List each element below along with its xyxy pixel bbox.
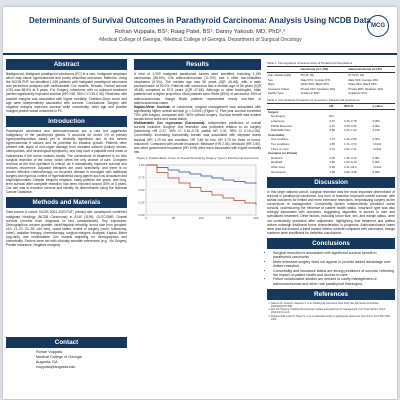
table-cell: Comorbidity — [268, 132, 285, 137]
table-cell: 1.75 — [329, 137, 335, 142]
table-row — [267, 146, 395, 151]
y-tick-label: 0.75 — [138, 175, 145, 180]
table-2-header: p-value — [372, 103, 395, 109]
km-body: In carcinoma, surgical management was associated with significantly higher overall survival (p < 0.0001) (Figure 1). Five-year survival exceeded 70% with surgery, compared with ~60% without surgery. Survival benefit was evident across tumor sizes and nodal status. — [134, 104, 262, 122]
table-1-caption: Table 1. Demographic Characteristics of Parathyroid Neoplasms — [267, 61, 353, 65]
table-cell: Medicare — [271, 155, 283, 160]
contact-heading: Contact — [6, 337, 127, 348]
contact-institution: Medical College of Georgia — [36, 355, 82, 359]
abstract-body: Background: Malignant parathyroid carcinoma (PC) is a rare, malignant neoplasm which may cause hypercalcemia and poorly described outcomes. Methods: Using the NCDB PUF, we identified 1,159 patients with malignant parathyroid carcinoma and performed analyses with multivariable Cox models. Results: Overall survival (OS) was 88.8% at 5 years. For Surgery, lobectomy with no adjuvant treatment yielded significantly improved survival (HR 0.58, 95% CI 0.35-0.96). Resection with positive margins was associated with higher mortality. Charlson-Deyo score and age were independently associated with survival. Conclusions: Surgery with negative margins improves survival while comorbidity, older age and positive margins predict worse outcomes in PC. — [6, 72, 127, 113]
table-cell: <0.001 — [372, 164, 382, 169]
table-cell: 0.001 — [372, 155, 380, 160]
table-cell: One condition — [271, 137, 289, 142]
table-cell: Facility Type — [268, 91, 284, 96]
table-cell: 0.002 — [372, 123, 380, 128]
y-tick-label: 0.50 — [138, 187, 145, 192]
x-tick-label: 100 — [198, 215, 204, 220]
introduction-body: Parathyroid carcinoma and adenocarcinomas are a rare but aggressive malignancy of the parathyroid glands. It accounts for under 1% of primary hyperparathyroidism cases yet is clinically significant due to the severe hypercalcemia it causes and its potential for invasive growth. Patients often present with signs of end-organ damage from elevated calcium (kidney stones, osteoporosis, and neurological symptoms), and may have a palpable neck mass or hoarseness if the tumor invades locally. The cornerstone of treatment is en bloc surgical resection of the tumor, which offers the only chance of cure. Complete removal at the first operation is critical, as it dramatically improves survival and reduces recurrence. Adjuvant therapies are used selectively, and there is no proven effective chemotherapy, so recurrent disease is managed with additional surgery and rigorous control of hypercalcemia using agents such as cinacalcet and bisphosphonates. Despite frequent relapses, many patients live years, and long-term survival after complete resection has been reported around 80% at 5 years. Our aim was to examine survival and identify its determinants using the National Cancer Database. — [6, 128, 127, 195]
poster-affiliations: ¹Medical College of Georgia, ²Medical College of Georgia, Department of Surgical Oncology — [98, 37, 302, 43]
table-cell: 0.199 — [372, 128, 380, 133]
abstract-heading: Abstract — [6, 59, 127, 70]
conclusions-heading: Conclusions — [267, 238, 395, 249]
table-cell: Lobectomy — [271, 119, 285, 124]
table-cell: Radical/En bloc — [271, 128, 291, 133]
conclusion-item: • Future collaborative studies are needed to clarify management of adenocarcinomas and other rare parathyroid histologies. — [273, 277, 395, 286]
table-cell: 2.06 — [329, 155, 335, 160]
table-cell: Three or more — [271, 146, 289, 151]
cox-body: Independent predictors of overall survival included: Surgery: Any resection was protective relative to no surgery (lobectomy HR 0.37, 95% CI 0.16–0.78; partial HR 0.31, 95% CI 0.15–0.66). Comorbidity: Increasing comorbidity burden was associated with stepwise worse survival (HR 1.75 for one condition; HR 2.85 for two; HR 3.70 for three or more). Insurance: Compared with private insurance, Medicare (HR 2.06), Medicaid (HR 2.80), and other government insurance (HR 6.09) were each associated with higher mortality risk. — [134, 121, 261, 154]
table-row — [267, 123, 395, 128]
references-heading: References — [267, 289, 395, 300]
reference-item: 2. Wei CH, Harari A. Parathyroid carcinoma: update and guidelines for management. Curr Treat Options Oncol. 2012;13(1):11-23. — [271, 308, 395, 314]
cox-heading: Multivariable Cox regression (Carcinoma): — [134, 121, 206, 126]
table-cell: Private 38%; Medicare 42% — [348, 86, 383, 91]
contact-body — [6, 350, 127, 370]
table-cell: Two conditions — [271, 141, 290, 146]
contact-name: Rohan Vuppala — [36, 350, 63, 354]
column-middle — [134, 59, 261, 230]
table-row — [267, 128, 395, 133]
poster-title: Determinants of Survival Outcomes in Parathyroid Carcinoma: Analysis Using NCDB Data — [28, 16, 371, 25]
table-cell: 0.25–1.34 — [344, 128, 357, 133]
conclusions-list — [267, 251, 395, 286]
table-cell: Race — [268, 82, 275, 87]
x-tick-label: 0 — [145, 215, 147, 220]
results-heading: Results — [134, 59, 261, 70]
results-body: A total of 1,309 malignant parathyroid tumors were identified, including 1,159 carcinomas (88.5%), 146 adenocarcinomas (11.2%), and 4 other non-classified neoplasms (0.3%). The median age was 56 years (IQR 45–66), with a male predominance of 53.0%. Patients with carcinoma had a median age of 56 years (IQR 45-66) compared to 57.5 years (IQR 47-66). Although in other histologies, Male patients had a higher proportion. Most patients were White (65%) of carcinoma, 53% of adenocarcinomas, though Black patients represented nearly one-third of adenocarcinoma cases. — [134, 72, 261, 105]
table-cell: Male 51%; Female 49% — [348, 77, 379, 82]
table-cell: Academic 44% — [348, 91, 367, 96]
conclusion-item: • Comorbidity and insurance status are strong predictors of survival, reflecting the impact of patient health and access to care. — [273, 269, 395, 278]
table-cell: Insurance Status — [268, 86, 289, 91]
cox-paragraph — [134, 121, 261, 154]
km-survival-chart — [134, 161, 261, 223]
table-cell: Partial Resection — [271, 123, 293, 128]
column-right — [267, 59, 395, 321]
contact-city: Augusta, GA — [36, 360, 58, 364]
figure-1 — [134, 156, 261, 228]
table-cell: 0.090 — [372, 169, 380, 174]
table-cell: 1.98 — [329, 169, 335, 174]
table-cell: Surgery — [268, 109, 279, 114]
table-cell: 0.58 — [329, 128, 335, 133]
discussion-body: In this large national cohort, surgical resection was the most important determinant of survival in parathyroid carcinoma. Any form of resection improved overall survival, with similar outcomes for limited and more extensive resections, emphasizing surgery as the cornerstone of management. Comorbidity burden independently predicted worse survival, underscoring the influence of patient health status. Insurance type was also strongly associated with outcomes, suggesting disparities in access to care and specialized treatment. Other factors, including tumor size, sex, and margin status, were not consistently predictive after adjustment, highlighting that treatment and patient factors outweigh traditional tumor characteristics in prognosis. Adenocarcinoma cases were less but showed a trend toward inferior survival compared with carcinoma, though numbers were insufficient for definitive conclusions. — [267, 189, 395, 235]
table-cell: Ref — [329, 114, 334, 119]
table-cell: 2.80 — [329, 160, 335, 165]
table-cell: 0.001 — [372, 160, 380, 165]
table-cell: 0.37 — [329, 119, 335, 124]
poster-header — [3, 7, 397, 55]
table-cell: 1.87–7.31 — [344, 146, 357, 151]
conclusion-item: • Surgical resection is associated with significant survival benefit in parathyroid carcinoma. — [273, 251, 395, 260]
table-cell: Academic 58% — [300, 91, 320, 96]
table-cell: Sex — [268, 77, 273, 82]
poster — [3, 7, 397, 399]
table-cell: Private 52%; Medicare 29% — [300, 86, 336, 91]
table-cell: Male 53%; Female 47% — [300, 77, 331, 82]
table-cell: 1.71–4.74 — [344, 141, 357, 146]
logo-text: MCG — [371, 23, 385, 29]
table-cell: <0.001 — [372, 146, 382, 151]
y-tick-label: 0.00 — [138, 212, 145, 217]
table-cell: Not insured — [271, 169, 286, 174]
table-cell: No Surgery — [271, 114, 286, 119]
column-left — [6, 59, 127, 247]
table-2-caption: Table 2. Cox Analysis Predictors of Survival in Parathyroid Carcinoma — [267, 97, 360, 102]
table-cell: Age, Median [IQR] — [268, 73, 292, 78]
table-row — [267, 142, 395, 147]
table-cell: 1.53–5.10 — [344, 160, 357, 165]
table-cell: 0.16–0.78 — [344, 119, 357, 124]
cox-table — [267, 103, 395, 174]
table-cell: 56 [45, 66] — [300, 73, 314, 78]
y-tick-label: 0.25 — [138, 200, 145, 205]
introduction-heading: Introduction — [6, 116, 127, 127]
reference-item: 1. Salcuni AS, Cetani F, Guarnieri V, et al. Parathyroid carcinoma. Best Pract Res Clin Endocrinol Metab. 2018;32(6):877-889. — [271, 302, 395, 308]
table-cell: 0.31 — [329, 123, 335, 128]
figure-1-caption: Figure 1: Kaplan-Meier Curve of Overall Survival by Surgery Type in Parathyroid Carcinoma — [136, 155, 259, 160]
table-cell: Other Govt — [271, 164, 285, 169]
table-cell: White 65%; Black 25% — [300, 82, 329, 87]
table-cell: <0.001 — [372, 141, 382, 146]
table-cell: 1.36–3.12 — [344, 155, 357, 160]
table-cell: 1.20–2.56 — [344, 137, 357, 142]
table-cell: 57.5 [47, 66] — [348, 73, 364, 78]
km-paragraph — [134, 105, 261, 121]
institution-logo-icon — [367, 15, 389, 37]
conclusion-item: • More extensive surgery does not appear to provide added advantage over limited resection. — [273, 260, 395, 269]
x-tick-label: 150 — [225, 215, 232, 220]
demographics-table — [267, 66, 395, 96]
table-cell: 0.009 — [372, 119, 380, 124]
table-1-header: Carcinoma (n=1,159) — [300, 67, 348, 73]
methods-heading: Methods and Materials — [6, 197, 127, 208]
table-cell: 2.85 — [329, 141, 335, 146]
x-tick-label: 50 — [171, 215, 176, 220]
km-heading: Kaplan-Meier Survival: — [134, 104, 171, 109]
table-1-header: Adenocarcinoma (n=146) — [347, 67, 395, 73]
table-row — [267, 137, 395, 142]
table-row — [267, 87, 395, 92]
methods-body: Data source & cohort: NCDB 2004-2020 PUF; primary site: parathyroid; confirmed malignant histology (NCDB Carcinoma) in 8140 (1199). OUTCOME: Overall survival (months from diagnosis to last contact/death). Key exposures: Demographics: income quartile, race/Hispanic ethnicity; tumor size (mm grouped: ≤10, 11–20, 21–39, ≥40 mm), nodal status, extent of surgery (none, lobectomy, other), radiation therapy, chemotherapy, surgical margins. Analysis: Kaplan–Meier (log-rank) and multivariable Cox models adjusting for demographics and comorbidity. Factors were set with clinically sensible references (e.g., No Surgery, Private Insurance, Negative margins). — [6, 210, 127, 248]
table-cell: 6.09 — [329, 164, 335, 169]
poster-authors: Rohan Vuppala, BS¹; Raag Patel, BS¹; Danny Yakoub, MD, PhD¹,² — [114, 29, 286, 35]
table-cell: 2.41–15.4 — [344, 164, 357, 169]
y-tick-label: 1.00 — [138, 162, 145, 167]
table-cell: Medicaid — [271, 160, 283, 165]
references-list — [267, 302, 395, 321]
table-2-header: 95% CI — [343, 103, 372, 109]
table-cell: White 53%; Black 33% — [348, 82, 377, 87]
table-row — [267, 91, 395, 96]
table-cell: 0.90–4.36 — [344, 169, 357, 174]
table-cell: 0.15–0.66 — [344, 123, 357, 128]
contact-section — [6, 337, 127, 370]
x-tick-label: 200 — [253, 215, 259, 220]
table-cell: 3.70 — [329, 146, 335, 151]
table-2-header: HR — [328, 103, 343, 109]
table-cell: 0.004 — [372, 137, 380, 142]
contact-email[interactable]: rvuppala@augusta.edu — [36, 365, 76, 369]
reference-item: 3. Ryhänen EM, Leijon H, Metso S, et al. A nationwide study on parathyroid carcinoma. Acta Oncol. 2017;56(7):991-1003. — [271, 315, 395, 321]
discussion-heading: Discussion — [267, 177, 395, 188]
table-cell: Insurance (vs Private) — [268, 151, 298, 156]
